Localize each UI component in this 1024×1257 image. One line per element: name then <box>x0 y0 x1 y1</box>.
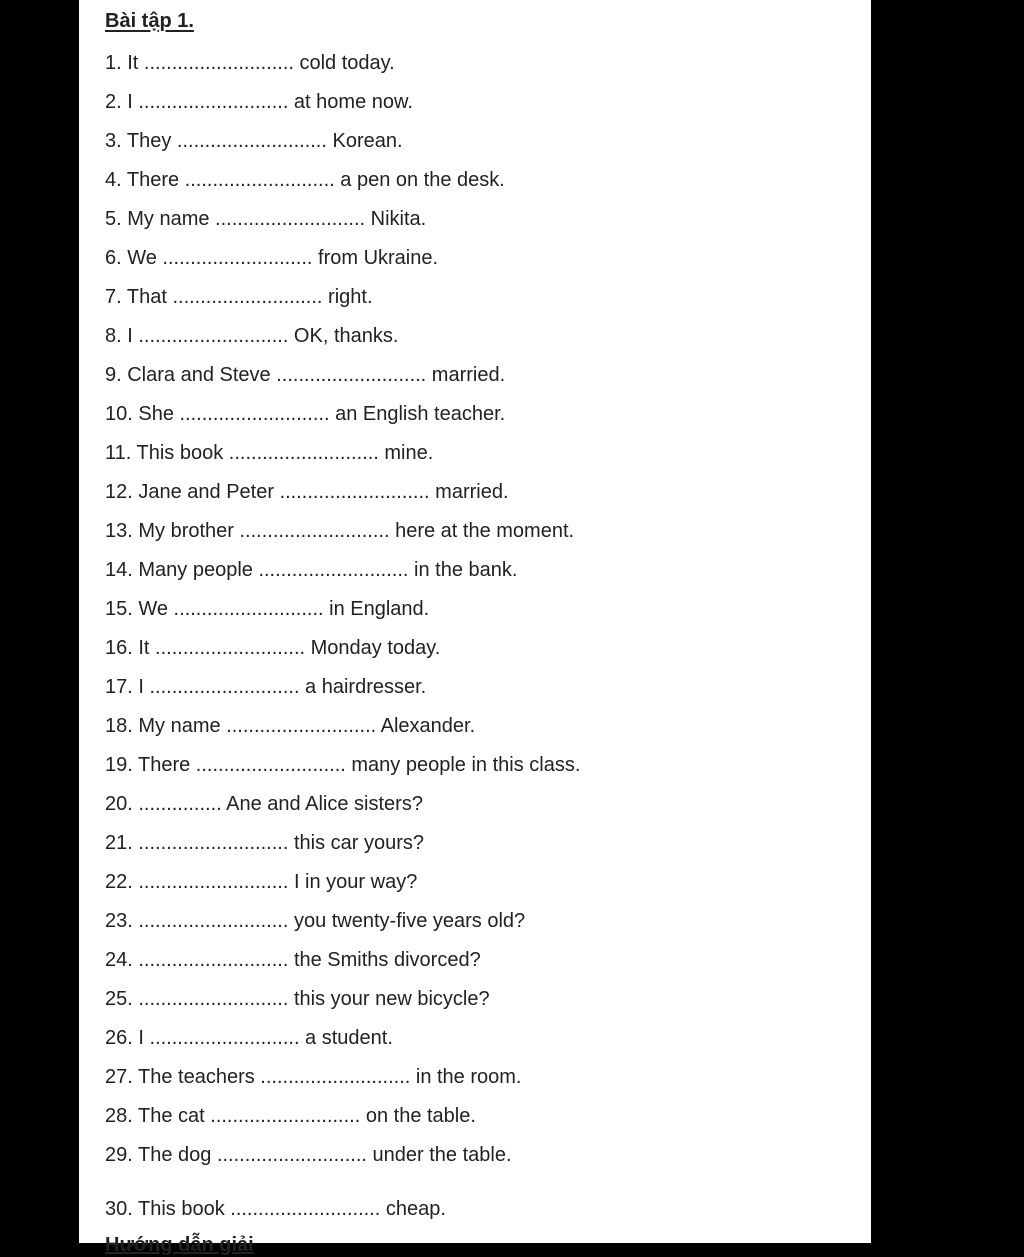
exercise-item: 10. She ........................... an English teacher. <box>105 403 506 425</box>
exercise-item: 9. Clara and Steve ........................... married. <box>105 364 506 386</box>
exercise-item: 28. The cat ........................... on the table. <box>105 1105 476 1127</box>
worksheet-page <box>79 0 871 1256</box>
exercise-item: 5. My name ........................... Nikita. <box>105 208 427 230</box>
answer-heading-partial: Hướng dẫn giải <box>105 1234 254 1256</box>
exercise-item: 23. ........................... you twenty-five years old? <box>105 910 526 932</box>
exercise-item: 3. They ........................... Korean. <box>105 130 403 152</box>
exercise-item: 19. There ........................... many people in this class. <box>105 754 581 776</box>
exercise-item: 14. Many people ........................... in the bank. <box>105 559 518 581</box>
exercise-item: 20. ............... Ane and Alice sisters? <box>105 793 423 815</box>
exercise-item: 4. There ........................... a pen on the desk. <box>105 169 505 191</box>
exercise-item: 12. Jane and Peter ........................... married. <box>105 481 509 503</box>
exercise-item: 16. It ........................... Monday today. <box>105 637 441 659</box>
exercise-item: 22. ........................... I in your way? <box>105 871 418 893</box>
exercise-title: Bài tập 1. <box>105 10 194 32</box>
exercise-item: 11. This book ........................... mine. <box>105 442 434 464</box>
exercise-item: 29. The dog ........................... under the table. <box>105 1144 512 1166</box>
exercise-item: 17. I ........................... a hairdresser. <box>105 676 427 698</box>
exercise-item: 24. ........................... the Smiths divorced? <box>105 949 481 971</box>
exercise-item: 27. The teachers ........................... in the room. <box>105 1066 522 1088</box>
exercise-item: 1. It ........................... cold today. <box>105 52 395 74</box>
exercise-item: 30. This book ........................... cheap. <box>105 1198 446 1220</box>
exercise-item: 6. We ........................... from Ukraine. <box>105 247 439 269</box>
exercise-item: 18. My name ........................... Alexander. <box>105 715 476 737</box>
exercise-item: 13. My brother ........................... here at the moment. <box>105 520 575 542</box>
exercise-item: 2. I ........................... at home now. <box>105 91 413 113</box>
exercise-item: 8. I ........................... OK, thanks. <box>105 325 399 347</box>
exercise-item: 21. ........................... this car yours? <box>105 832 424 854</box>
exercise-item: 25. ........................... this your new bicycle? <box>105 988 490 1010</box>
exercise-item: 7. That ........................... right. <box>105 286 373 308</box>
exercise-item: 15. We ........................... in England. <box>105 598 430 620</box>
exercise-item: 26. I ........................... a student. <box>105 1027 393 1049</box>
exercise-list <box>105 50 580 1235</box>
